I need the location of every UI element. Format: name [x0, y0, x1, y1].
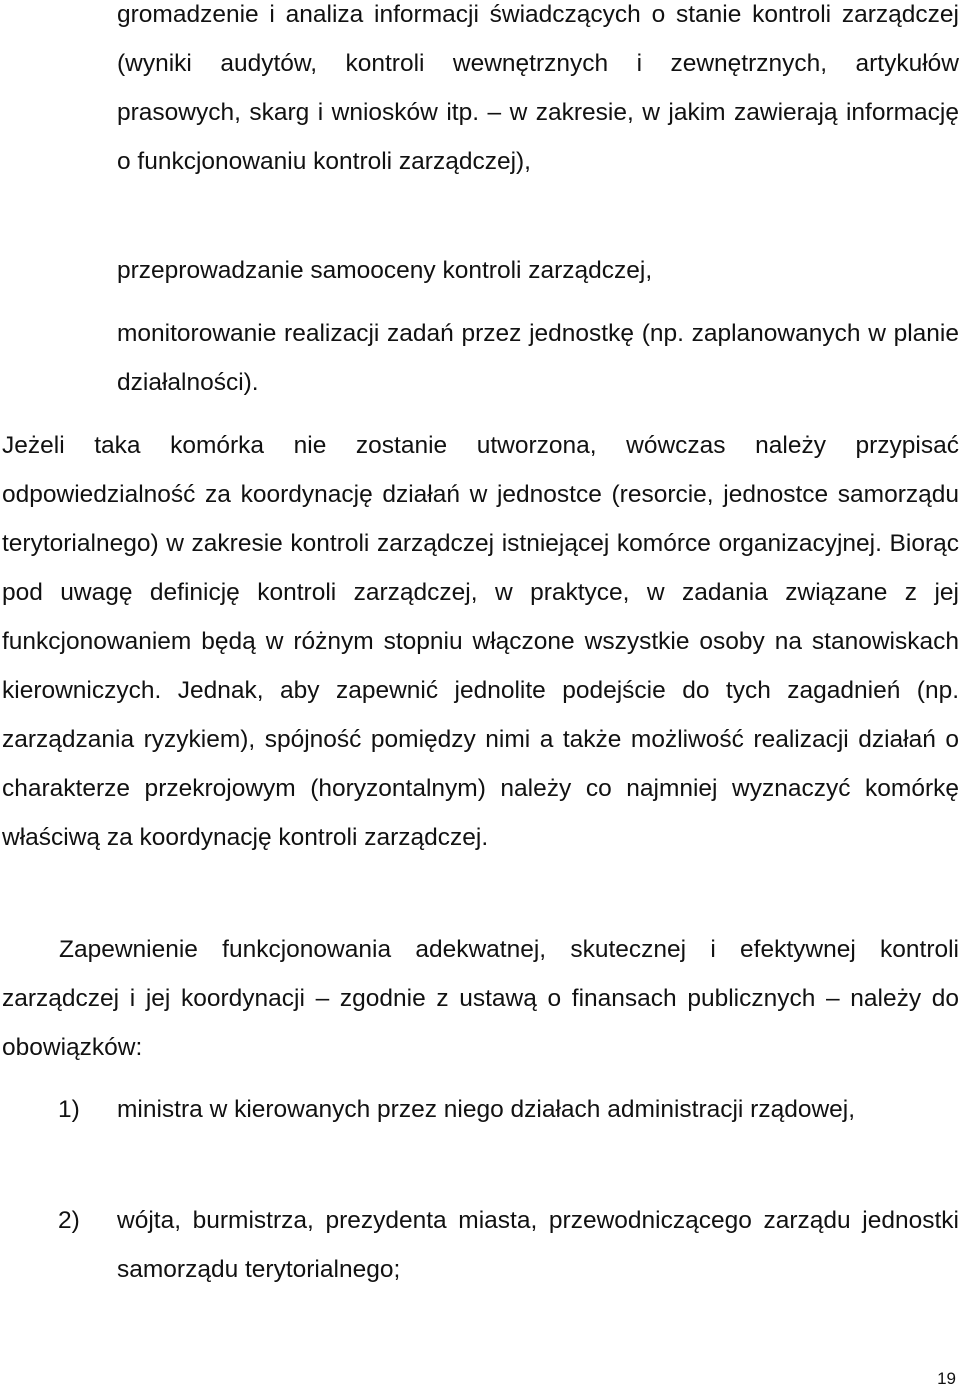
bullet-item-monitoring: monitorowanie realizacji zadań przez jednostkę (np. zaplanowanych w planie działalności).	[117, 320, 959, 396]
page-number: 19	[937, 1369, 956, 1388]
list-number: 1)	[58, 1096, 80, 1123]
paragraph-obligations: Zapewnienie funkcjonowania adekwatnej, skutecznej i efektywnej kontroli zarządczej i jej koordynacji – zgodnie z ustawą o finansach publicznych – należy do obowiązków:	[2, 936, 959, 1061]
list-item-minister: ministra w kierowanych przez niego działach administracji rządowej,	[117, 1096, 856, 1123]
list-number: 2)	[58, 1207, 80, 1234]
paragraph-coordination: Jeżeli taka komórka nie zostanie utworzona, wówczas należy przypisać odpowiedzialność za koordynację działań w jednostce (resorcie, jednostce samorządu terytorialnego) w zakresie kontroli zarządczej istniejącej komórce organizacyjnej. Biorąc pod uwagę definicję kontroli zarządczej, w praktyce, w zadania związane z jej funkcjonowaniem będą w różnym stopniu włączone wszystkie osoby na stanowiskach kierowniczych. Jednak, aby zapewnić jednolite podejście do tych zagadnień (np. zarządzania ryzykiem), spójność pomiędzy nimi a także możliwość realizacji działań o charakterze przekrojowym (horyzontalnym) należy co najmniej wyznaczyć komórkę właściwą za koordynację kontroli zarządczej.	[2, 432, 959, 851]
list-item-local-government: wójta, burmistrza, prezydenta miasta, przewodniczącego zarządu jednostki samorządu terytorialnego;	[117, 1207, 959, 1283]
bullet-item-self-assessment: przeprowadzanie samooceny kontroli zarządczej,	[117, 257, 653, 284]
bullet-item-information-gathering: gromadzenie i analiza informacji świadczących o stanie kontroli zarządczej (wyniki audytów, kontroli wewnętrznych i zewnętrznych, artykułów prasowych, skarg i wniosków itp. – w zakresie, w jakim zawierają informację o funkcjonowaniu kontroli zarządczej),	[117, 1, 959, 175]
